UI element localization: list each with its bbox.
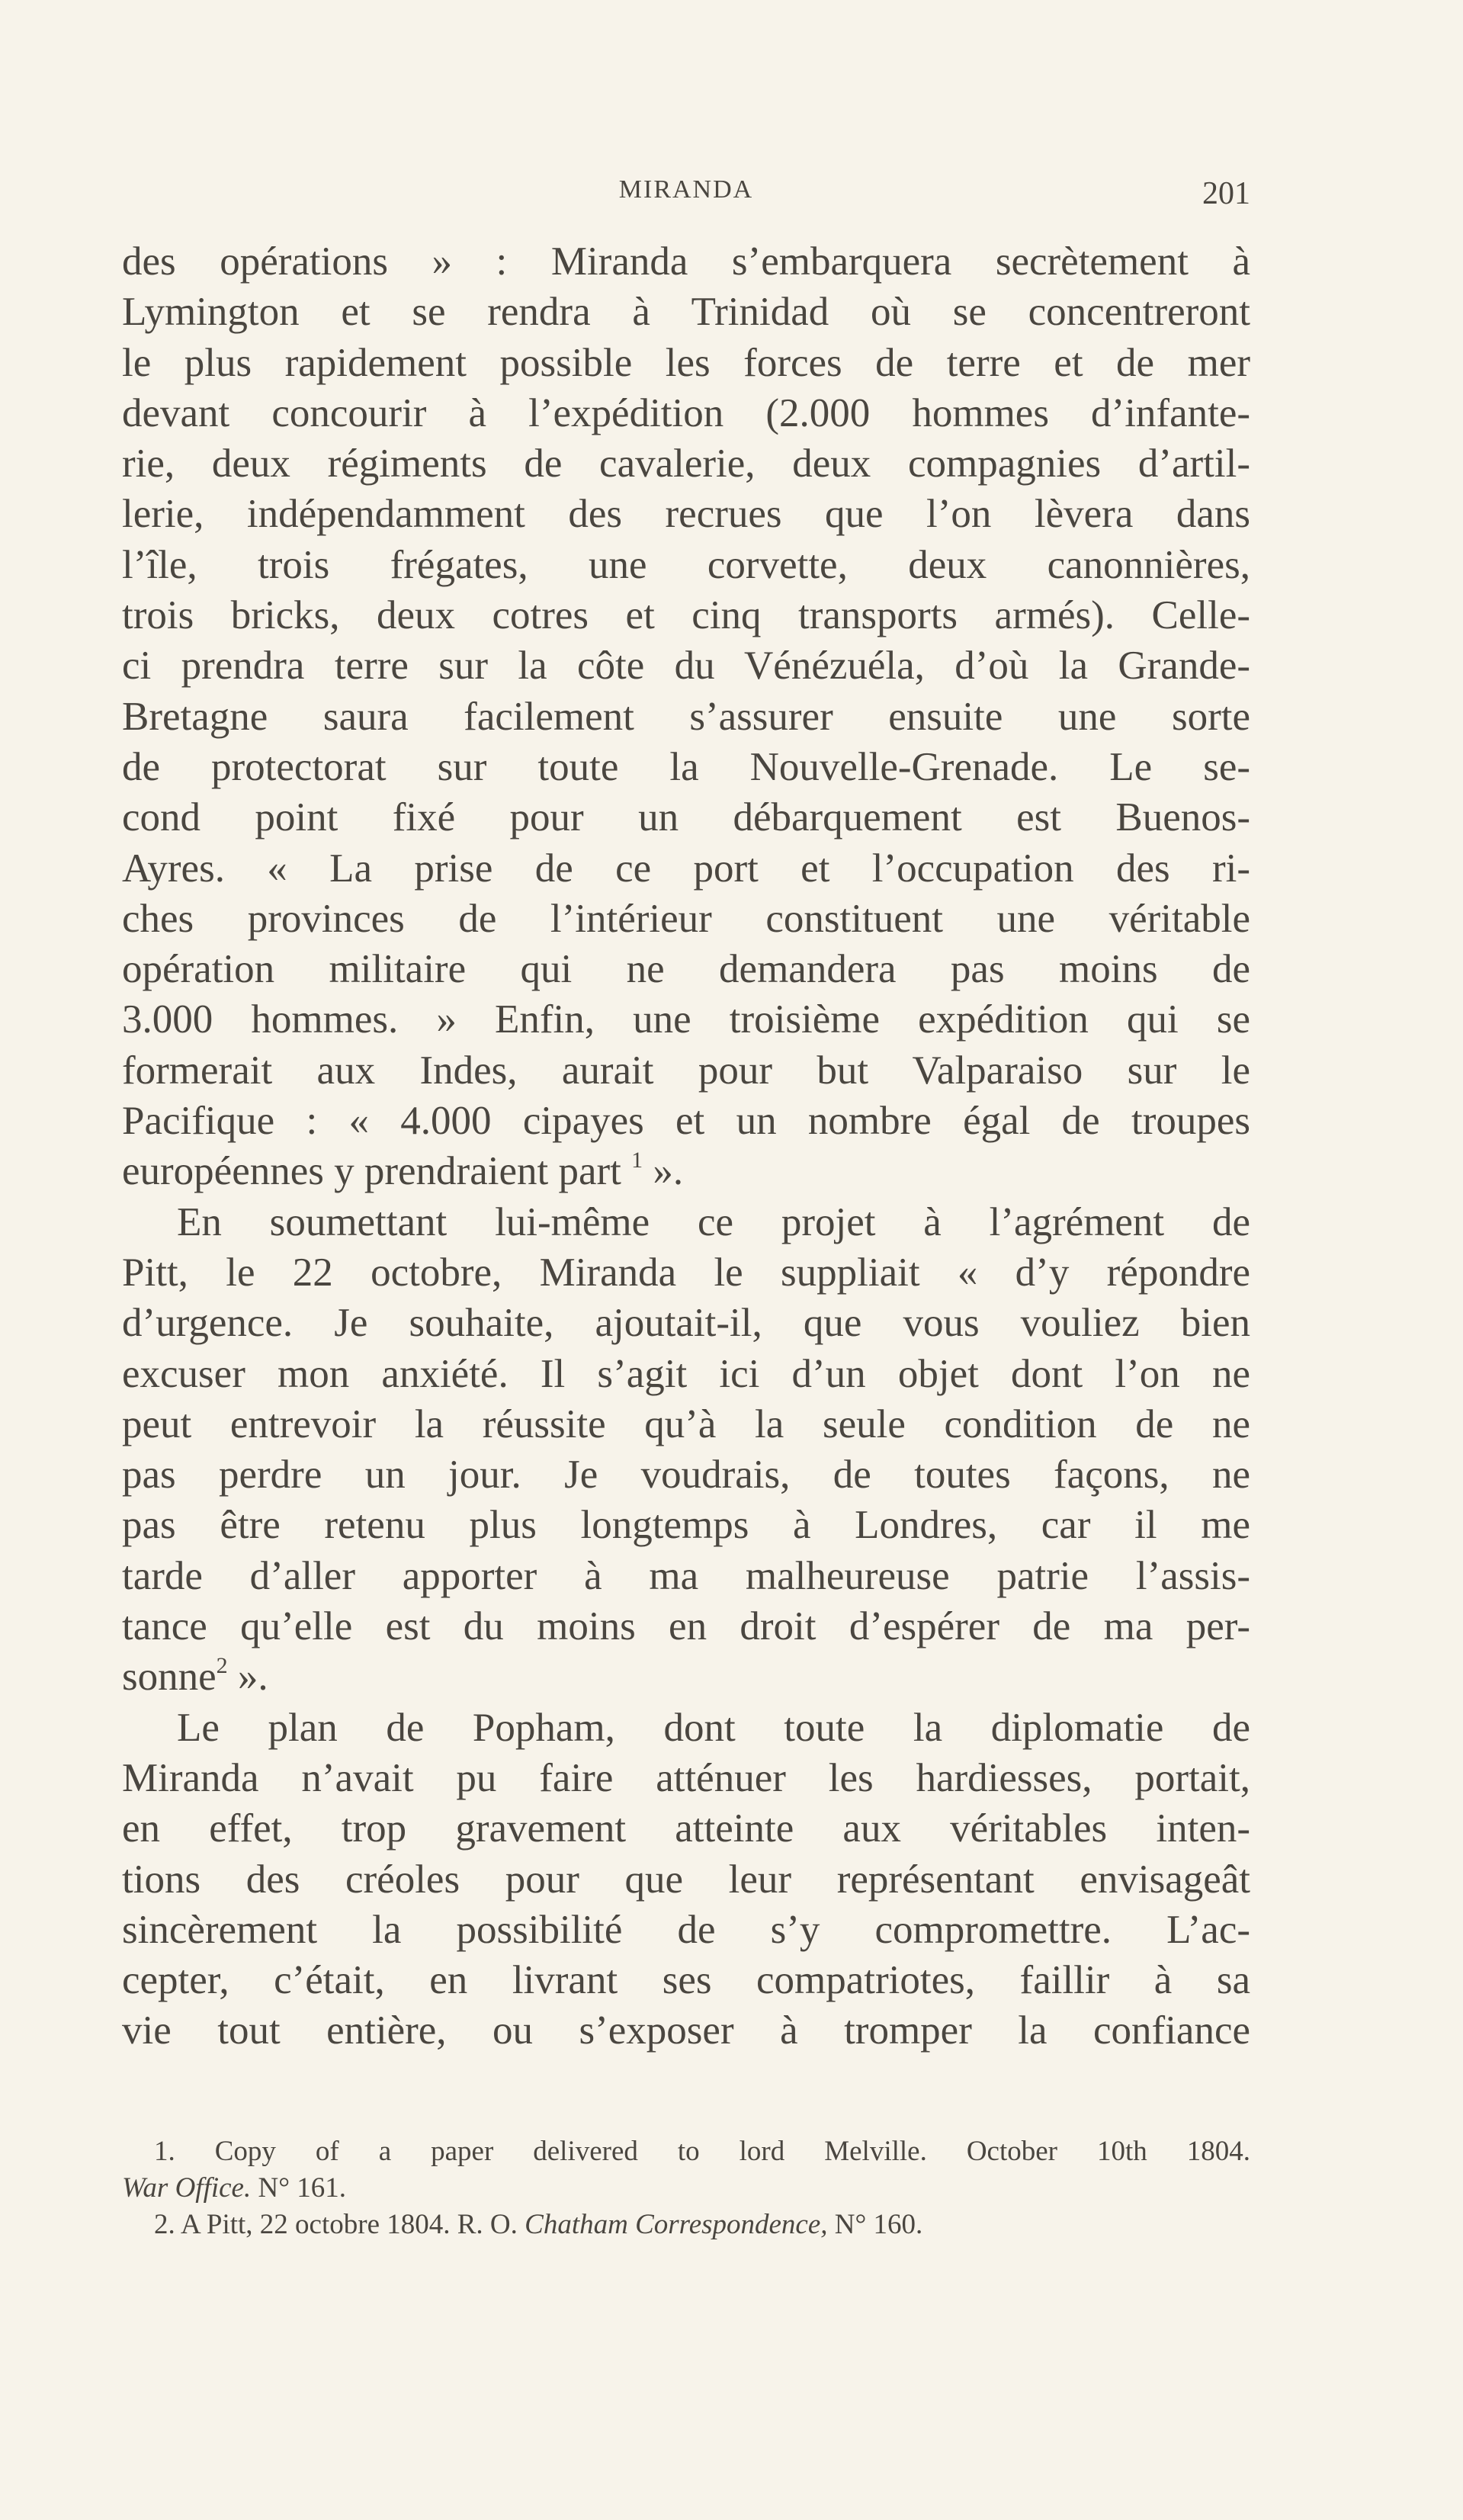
text-line: tarde d’aller apporter à ma malheureuse patrie l’assis- — [122, 1553, 1250, 1598]
text-line: tions des créoles pour que leur représentant envisageât — [122, 1857, 1250, 1902]
text-line: vie tout entière, ou s’exposer à tromper la confiance — [122, 2008, 1250, 2053]
text-fragment: européennes y prendraient part — [122, 1149, 621, 1194]
text-line: En soumettant lui-même ce projet à l’agrément de — [177, 1199, 1250, 1244]
footnote-2-text: 2. A Pitt, 22 octobre 1804. R. O. — [154, 2209, 525, 2240]
body-text — [122, 236, 1250, 2056]
running-head — [122, 169, 1250, 215]
text-line: formerait aux Indes, aurait pour but Valparaiso sur le — [122, 1048, 1250, 1093]
text-line: cepter, c’était, en livrant ses compatriotes, faillir à sa — [122, 1958, 1250, 2003]
footnote-2 — [122, 2207, 1250, 2243]
footnote-1-source — [122, 2170, 1250, 2207]
text-line: devant concourir à l’expédition (2.000 hommes d’infante- — [122, 390, 1250, 435]
text-line: tance qu’elle est du moins en droit d’espérer de ma per- — [122, 1604, 1250, 1649]
text-line: trois bricks, deux cotres et cinq transports armés). Celle- — [122, 593, 1250, 638]
text-line: sincèrement la possibilité de s’y compromettre. L’ac- — [122, 1907, 1250, 1952]
text-line: Bretagne saura facilement s’assurer ensuite une sorte — [122, 694, 1250, 739]
page-number: 201 — [1202, 176, 1250, 211]
text-line — [122, 1652, 1250, 1702]
text-line: l’île, trois frégates, une corvette, deux canonnières, — [122, 542, 1250, 587]
text-line: d’urgence. Je souhaite, ajoutait-il, que vous vouliez bien — [122, 1301, 1250, 1346]
text-line: en effet, trop gravement atteinte aux véritables inten- — [122, 1806, 1250, 1851]
footnote-2-number: N° 160. — [827, 2209, 923, 2240]
text-line: Lymington et se rendra à Trinidad où se concentreront — [122, 290, 1250, 335]
text-line: Ayres. « La prise de ce port et l’occupation des ri- — [122, 846, 1250, 891]
text-line: des opérations » : Miranda s’embarquera secrètement à — [122, 239, 1250, 284]
text-line: Le plan de Popham, dont toute la diplomatie de — [177, 1705, 1250, 1750]
text-line: pas être retenu plus longtemps à Londres, car il me — [122, 1503, 1250, 1548]
text-fragment: sonne — [122, 1655, 217, 1700]
text-line: lerie, indépendamment des recrues que l’on lèvera dans — [122, 492, 1250, 537]
text-line: 3.000 hommes. » Enfin, une troisième expédition qui se — [122, 997, 1250, 1042]
footnotes — [122, 2133, 1250, 2243]
text-line — [122, 1146, 1250, 1196]
text-fragment: ». — [227, 1655, 268, 1700]
footnote-ref: 2 — [216, 1653, 228, 1679]
text-line: ches provinces de l’intérieur constituent une véritable — [122, 896, 1250, 941]
text-line: pas perdre un jour. Je voudrais, de toutes façons, ne — [122, 1453, 1250, 1498]
text-line: ci prendra terre sur la côte du Vénézuéla, d’où la Grande- — [122, 644, 1250, 689]
text-line: le plus rapidement possible les forces de terre et de mer — [122, 340, 1250, 385]
footnote-1: 1. Copy of a paper delivered to lord Melville. October 10th 1804. — [154, 2136, 1250, 2167]
footnote-source-italic: War Office. — [122, 2172, 252, 2204]
text-line: cond point fixé pour un débarquement est Buenos- — [122, 795, 1250, 840]
text-line: Pitt, le 22 octobre, Miranda le suppliait « d’y répondre — [122, 1250, 1250, 1295]
running-title: MIRANDA — [618, 175, 754, 204]
text-fragment: ». — [643, 1149, 684, 1194]
text-line: Pacifique : « 4.000 cipayes et un nombre égal de troupes — [122, 1099, 1250, 1144]
text-line: de protectorat sur toute la Nouvelle-Grenade. Le se- — [122, 744, 1250, 789]
footnote-source-number: N° 161. — [251, 2172, 347, 2204]
text-line: Miranda n’avait pu faire atténuer les hardiesses, portait, — [122, 1755, 1250, 1800]
text-line: rie, deux régiments de cavalerie, deux compagnies d’artil- — [122, 441, 1250, 486]
footnote-ref: 1 — [631, 1148, 643, 1173]
footnote-2-italic: Chatham Correspondence, — [525, 2209, 828, 2240]
text-line: excuser mon anxiété. Il s’agit ici d’un objet dont l’on ne — [122, 1351, 1250, 1396]
text-line: peut entrevoir la réussite qu’à la seule condition de ne — [122, 1401, 1250, 1446]
text-line: opération militaire qui ne demandera pas moins de — [122, 947, 1250, 992]
